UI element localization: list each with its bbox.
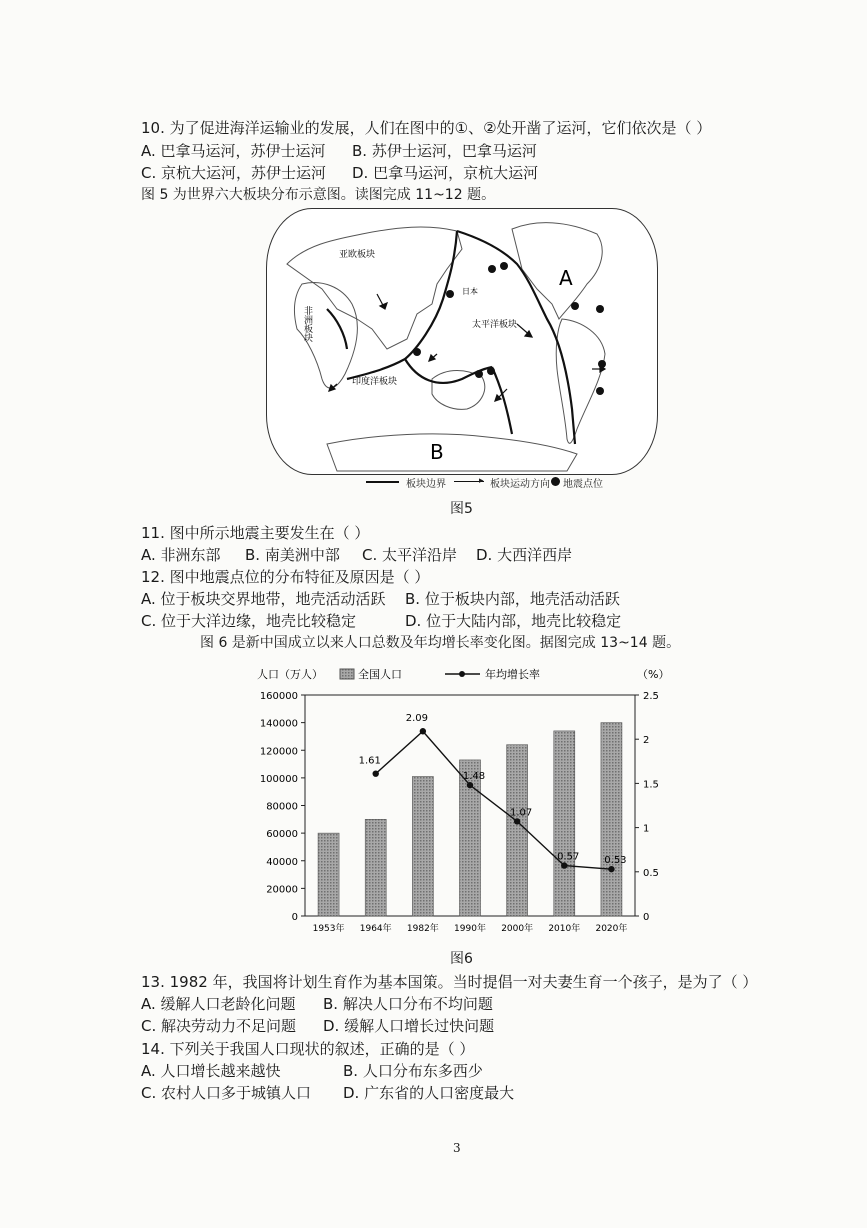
q13-stem: 13. 1982 年，我国将计划生育作为基本国策。当时提倡一对夫妻生育一个孩子，是为了（ ） — [141, 973, 758, 991]
y-left-tick-label: 120000 — [259, 746, 298, 758]
growth-rate-line — [376, 731, 612, 869]
y-left-tick-label: 140000 — [259, 718, 298, 730]
q14-option-b: B. 人口分布东多西少 — [343, 1062, 483, 1080]
legend-arrow-head: ▸ — [479, 476, 484, 486]
fig5-caption: 图5 — [450, 501, 473, 517]
chart-bars — [318, 723, 622, 916]
y-left-tick-label: 100000 — [259, 773, 298, 785]
label-indian-ocean-plate: 印度洋板块 — [352, 377, 398, 387]
south-america-outline — [556, 319, 605, 443]
q12-option-b: B. 位于板块内部，地壳活动活跃 — [405, 590, 620, 608]
growth-rate-label: 1.07 — [510, 807, 533, 819]
x-tick-label: 2000年 — [501, 924, 534, 934]
antarctica-outline — [327, 434, 577, 471]
quake-point — [596, 305, 604, 313]
label-pacific-plate: 太平洋板块 — [472, 320, 518, 330]
chart-growth-line — [359, 713, 627, 872]
q14-stem: 14. 下列关于我国人口现状的叙述，正确的是（ ） — [141, 1040, 475, 1058]
q10-option-d: D. 巴拿马运河，京杭大运河 — [352, 164, 539, 182]
growth-rate-point — [561, 862, 567, 868]
q12-stem: 12. 图中地震点位的分布特征及原因是（ ） — [141, 568, 430, 586]
q10-option-c: C. 京杭大运河，苏伊士运河 — [141, 164, 327, 182]
quake-point — [571, 302, 579, 310]
quake-point — [596, 387, 604, 395]
q12-option-d: D. 位于大陆内部，地壳比较稳定 — [405, 612, 622, 630]
label-A: A — [559, 266, 573, 290]
growth-rate-label: 0.53 — [604, 855, 627, 867]
q13-option-c: C. 解决劳动力不足问题 — [141, 1017, 297, 1035]
y-right-tick-label: 2 — [643, 735, 650, 747]
y-left-tick-label: 80000 — [266, 801, 298, 813]
x-tick-label: 1982年 — [406, 924, 439, 934]
y-right-tick-label: 1.5 — [643, 779, 659, 791]
x-tick-label: 1953年 — [312, 924, 345, 934]
quake-point — [488, 265, 496, 273]
fig6-intro: 图 6 是新中国成立以来人口总数及年均增长率变化图。据图完成 13~14 题。 — [200, 635, 681, 651]
x-tick-label: 2020年 — [595, 924, 628, 934]
quake-point — [475, 370, 483, 378]
legend-line-marker — [459, 671, 465, 677]
q13-option-d: D. 缓解人口增长过快问题 — [323, 1017, 495, 1035]
population-chart — [255, 660, 675, 945]
x-tick-label: 2010年 — [548, 924, 581, 934]
label-african-plate: 非洲板块 — [302, 306, 312, 342]
quake-point — [500, 262, 508, 270]
y-right-tick-label: 0.5 — [643, 867, 659, 879]
population-bar — [601, 723, 622, 916]
legend-bar-label: 全国人口 — [358, 668, 402, 681]
growth-rate-point — [514, 818, 520, 824]
label-japan: 日本 — [462, 287, 478, 296]
growth-rate-label: 0.57 — [557, 851, 580, 863]
q14-option-c: C. 农村人口多于城镇人口 — [141, 1084, 312, 1102]
x-tick-label: 1990年 — [454, 924, 486, 934]
eurasia-outline — [287, 227, 462, 349]
y-right-tick-label: 0 — [643, 912, 650, 923]
y-right-tick-label: 2.5 — [643, 691, 659, 702]
chart-legend — [340, 667, 540, 681]
growth-rate-point — [467, 782, 473, 788]
q11-stem: 11. 图中所示地震主要发生在（ ） — [141, 524, 370, 542]
x-tick-label: 1964年 — [359, 924, 392, 934]
y-right-tick-label: 1 — [643, 823, 650, 835]
q12-option-c: C. 位于大洋边缘，地壳比较稳定 — [141, 612, 357, 630]
legend-boundary-line — [366, 481, 399, 483]
population-bar — [412, 776, 433, 916]
population-bar — [554, 731, 575, 916]
q11-option-a: A. 非洲东部 — [141, 546, 221, 564]
q13-option-b: B. 解决人口分布不均问题 — [323, 995, 493, 1013]
y-left-tick-label: 0 — [291, 912, 298, 923]
y-left-tick-label: 20000 — [266, 884, 298, 896]
growth-rate-label: 2.09 — [405, 713, 428, 725]
label-eurasian-plate: 亚欧板块 — [339, 250, 376, 260]
label-B: B — [430, 440, 444, 464]
q14-option-d: D. 广东省的人口密度最大 — [343, 1084, 515, 1102]
growth-rate-label: 1.48 — [462, 771, 486, 783]
population-bar — [318, 833, 339, 916]
population-bar — [365, 819, 386, 916]
page-number: 3 — [453, 1141, 461, 1155]
q10-option-b: B. 苏伊士运河，巴拿马运河 — [352, 142, 537, 160]
north-america-outline — [512, 223, 602, 319]
quake-point — [413, 348, 421, 356]
q14-option-a: A. 人口增长越来越快 — [141, 1062, 281, 1080]
plate-map-drawing — [267, 209, 657, 474]
quake-point — [487, 367, 495, 375]
quake-point — [598, 360, 606, 368]
q10-option-a: A. 巴拿马运河，苏伊士运河 — [141, 142, 326, 160]
legend-motion-text: 板块运动方向 — [490, 479, 550, 490]
y-left-axis-title: 人口（万人） — [257, 668, 323, 681]
plate-map — [266, 208, 658, 475]
fig5-legend — [366, 474, 666, 490]
q11-option-c: C. 太平洋沿岸 — [362, 546, 458, 564]
growth-rate-point — [420, 728, 426, 734]
y-left-tick-label: 60000 — [266, 829, 298, 841]
q11-option-d: D. 大西洋西岸 — [476, 546, 573, 564]
q11-option-b: B. 南美洲中部 — [245, 546, 340, 564]
q13-option-a: A. 缓解人口老龄化问题 — [141, 995, 296, 1013]
q12-option-a: A. 位于板块交界地带，地壳活动活跃 — [141, 590, 386, 608]
legend-bar-swatch — [340, 669, 354, 679]
legend-boundary-text: 板块边界 — [406, 479, 446, 490]
legend-line-label: 年均增长率 — [485, 668, 540, 681]
population-bar — [507, 745, 528, 916]
growth-rate-point — [608, 866, 614, 872]
y-right-axis-title: （%） — [637, 668, 670, 681]
legend-quake-dot — [551, 477, 560, 486]
legend-quake-text: 地震点位 — [563, 479, 603, 490]
y-left-tick-label: 40000 — [266, 856, 298, 868]
fig6-caption: 图6 — [450, 951, 473, 967]
y-left-tick-label: 160000 — [259, 691, 298, 702]
growth-rate-label: 1.61 — [358, 755, 381, 767]
quake-point — [446, 290, 454, 298]
boundary-africa-rift — [327, 309, 347, 349]
fig5-intro: 图 5 为世界六大板块分布示意图。读图完成 11~12 题。 — [141, 187, 496, 203]
growth-rate-point — [373, 770, 379, 776]
q10-stem: 10. 为了促进海洋运输业的发展，人们在图中的①、②处开凿了运河，它们依次是（ ） — [141, 119, 712, 137]
